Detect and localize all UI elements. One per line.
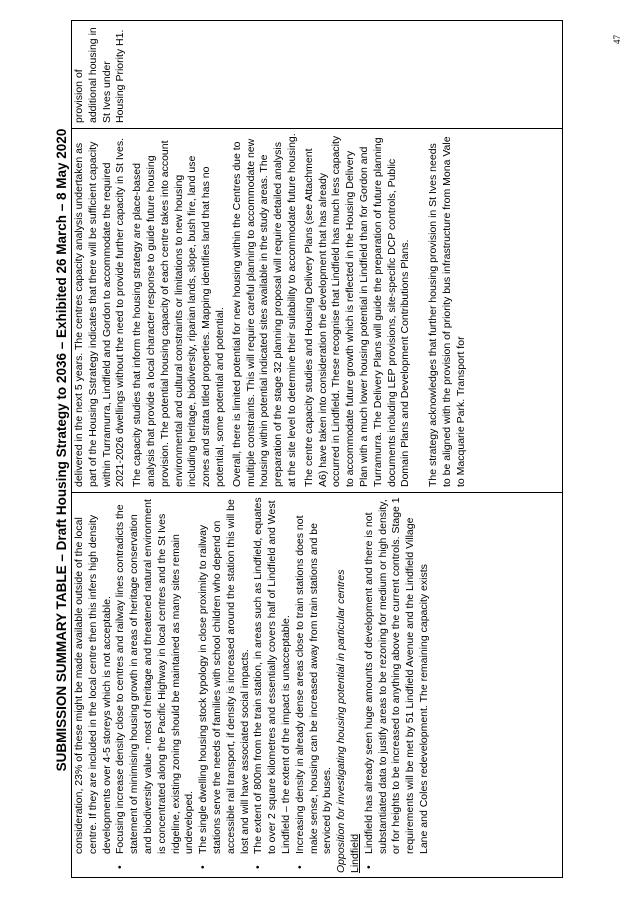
response-paragraph: The capacity studies that inform the housing strategy are place-based analysis that provide a local character response to guide future housing provision. The potential housing capacity of each centre takes into account environmental and cultural constraints or limitations to new housing including heritage, biodiversity, riparian lands, slope, bush fire, land use zones and strata titled properties. Mapping identifies land that has no potential, some potential and potential. <box>131 140 226 487</box>
page-number: 47 <box>612 35 622 44</box>
outcome-text: provision of additional housing in St Ives under Housing Priority H1. <box>73 27 127 123</box>
response-paragraph: Overall, there is limited potential for new housing within the Centres due to multiple constraints. This will require careful planning to accommodate new housing within potential indicated sites available in the study areas. The preparation of the stage 32 planning proposal will require detailed analysis at the site level to determine their suitability to accommodate future housing. <box>230 133 298 487</box>
bullet-icon: • <box>197 865 210 869</box>
list-item: • Increasing density in already dense areas close to train stations does not make sense, housing can be increased away from train stations and be serviced by buses. <box>293 515 334 869</box>
bullet-icon: • <box>362 865 375 869</box>
lindfield-heading: Lindfield <box>348 833 361 873</box>
page-title: SUBMISSION SUMMARY TABLE – Draft Housing Strategy to 2036 – Exhibited 26 March – 8 May 2020 <box>54 128 69 772</box>
bullet-icon: • <box>114 865 127 869</box>
bullet-icon: • <box>252 865 265 869</box>
submission-table <box>71 20 563 878</box>
response-paragraph: delivered in the next 5 years. The centres capacity analysis undertaken as part of the Housing Sstrategy indicates that there will be sufficient capacity within Turramurra, Lindfield and Gordon to accommodate the required 2021-2026 dwellings without the need to provide further capacity in St Ives. <box>73 137 127 487</box>
list-item: • The single dwelling housing stock typology in close proximity to railway stations serve the needs of families with school children who depend on accessible rail transport, if density is increased around the station this will be lost and will have associated social impacts. <box>197 499 251 869</box>
table-cell-outcome <box>72 19 562 128</box>
bullet-icon: • <box>293 865 306 869</box>
submission-intro: consideration, 23% of these might be made available outside of the local centre. If they are included in the local centre then this infers high density developments over 4-5 storeys which is not acceptable. <box>73 514 113 854</box>
list-item: • Focusing increase density close to centres and railway lines contradicts the statement of minimising housing growth in areas of heritage conservation and biodiversity value - most of heritage and threatened natural environment is concentrated along the Pacific Highway in local centres and the St Ives ridgeline, existing zoning should be maintained as many sites remain undeveloped. <box>114 499 196 869</box>
table-cell-submission <box>72 492 562 877</box>
response-paragraph: The strategy acknowledges that further housing provision in St Ives needs to be aligned with the provision of priority bus infrastructure from Mona Vale to Macquarie Park. Transport for <box>426 136 467 487</box>
response-paragraph: The centre capacity studies and Housing Delivery Plans (see Attachment A6) have taken into consideration the development that has already occurred in Lindfield. These recognise that Lindfield has much less capacity to accommodate future growth which is reflected in the Housing Delivery Plan with a much lower housing potential in Lindfield than for Gordon and Turramurra. The Delivery Plans will guide the preparation of future planning documents including LEP provisions, site-specific DCP controls, Public Domain Plans and Development Contributions Plans. <box>302 135 412 487</box>
table-cell-response <box>72 128 562 492</box>
list-item: • Lindfield has already seen huge amounts of development and there is not substantiated data to justify areas to be rezoning for medium or high density, or for heights to be increased to anything above the current controls. Stage 1 requirements will be met by 51 Lindfield Avenue and the Lindfield Village Lane and Coles redevelopment. The remaining capacity exists <box>362 497 430 869</box>
list-item: • The extent of 800m from the train station, in areas such as Lindfield, equates to over 2 square kilometres and essentially covers half of Lindfield and West Lindfield – the extent of the impact is unacceptable. <box>252 497 292 869</box>
opposition-heading: Opposition for investigating housing potential in particular centres <box>335 569 348 873</box>
